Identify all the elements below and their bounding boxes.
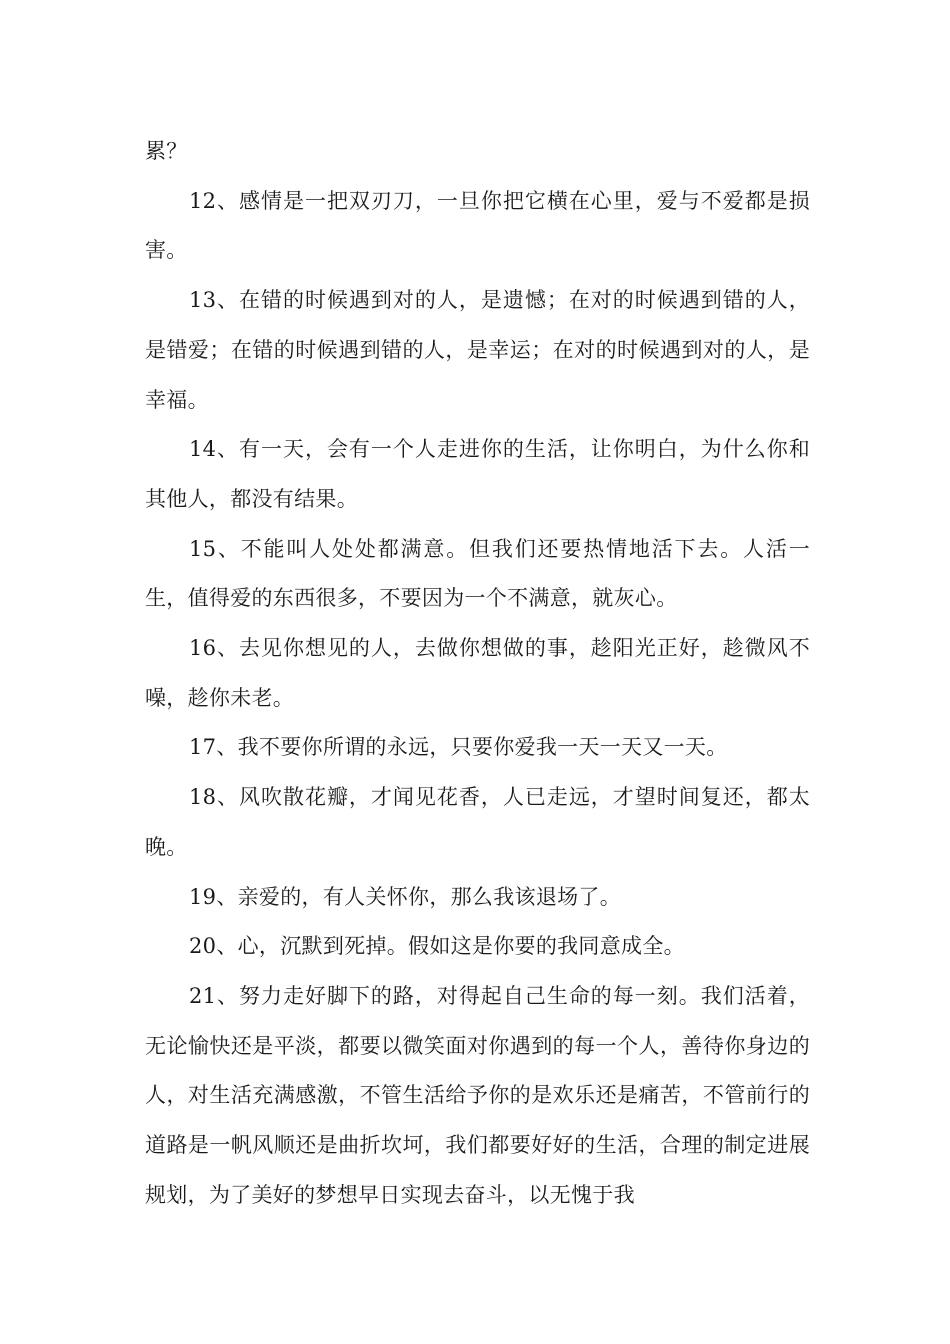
paragraph-17: 17、我不要你所谓的永远，只要你爱我一天一天又一天。 <box>189 735 728 760</box>
document-body <box>145 127 810 1220</box>
paragraph-15: 15、不能叫人处处都满意。但我们还要热情地活下去。人活一生，值得爱的东西很多，不要因为一个不满意，就灰心。 <box>145 536 810 611</box>
paragraph-12: 12、感情是一把双刃刀，一旦你把它横在心里，爱与不爱都是损害。 <box>145 188 810 263</box>
paragraph-18: 18、风吹散花瓣，才闻见花香，人已走远，才望时间复还，都太晚。 <box>145 785 810 859</box>
paragraph-14: 14、有一天，会有一个人走进你的生活，让你明白，为什么你和其他人，都没有结果。 <box>145 437 810 511</box>
paragraph-13: 13、在错的时候遇到对的人，是遗憾；在对的时候遇到错的人，是错爱；在错的时候遇到错的人，是幸运；在对的时候遇到对的人，是幸福。 <box>145 288 810 412</box>
paragraph-21: 21、努力走好脚下的路，对得起自己生命的每一刻。我们活着，无论愉快还是平淡，都要以微笑面对你遇到的每一个人，善待你身边的人，对生活充满感激，不管生活给予你的是欢乐还是痛苦，不管前行的道路是一帆风顺还是曲折坎坷，我们都要好好的生活，合理的制定进展规划，为了美好的梦想早日实现去奋斗，以无愧于我 <box>145 983 810 1207</box>
paragraph-20: 20、心，沉默到死掉。假如这是你要的我同意成全。 <box>189 934 685 959</box>
continuation-text: 累？ <box>145 139 188 163</box>
paragraph-16: 16、去见你想见的人，去做你想做的事，趁阳光正好，趁微风不噪，趁你未老。 <box>145 636 810 710</box>
paragraph-19: 19、亲爱的，有人关怀你，那么我该退场了。 <box>189 884 622 909</box>
